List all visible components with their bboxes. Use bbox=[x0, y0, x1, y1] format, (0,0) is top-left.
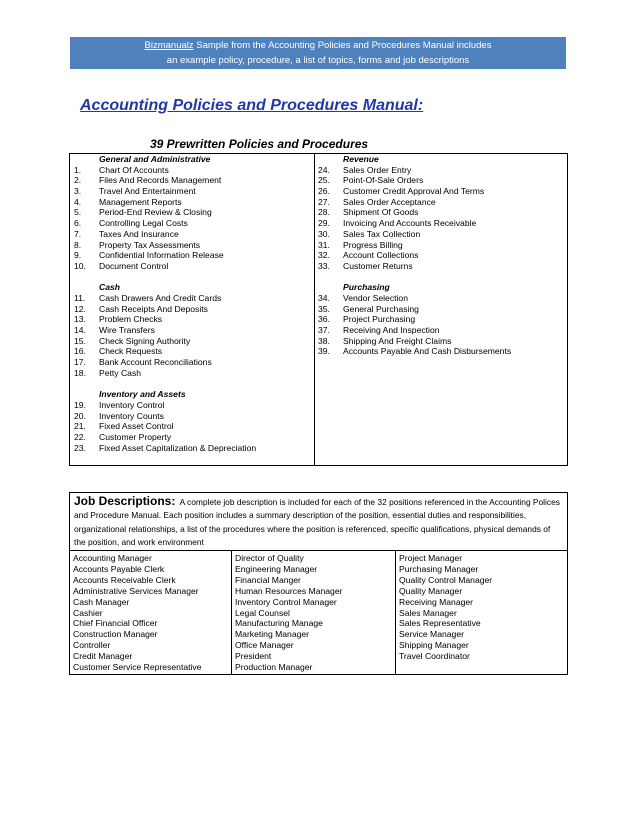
job-position: Sales Representative bbox=[399, 618, 481, 629]
policy-number: 39. bbox=[318, 346, 330, 357]
policy-name: Shipping And Freight Claims bbox=[343, 335, 452, 346]
job-position: Marketing Manager bbox=[235, 629, 310, 640]
policy-number: 21. bbox=[74, 421, 86, 432]
policy-number: 11. bbox=[74, 292, 86, 303]
policy-name: Cash Drawers And Credit Cards bbox=[99, 292, 222, 303]
policy-item bbox=[318, 218, 564, 229]
policy-item bbox=[74, 250, 310, 261]
policy-name: Problem Checks bbox=[99, 314, 163, 325]
policy-item bbox=[74, 336, 310, 347]
policy-item bbox=[74, 368, 310, 379]
job-position: Sales Manager bbox=[399, 607, 457, 618]
policy-name: Management Reports bbox=[99, 196, 182, 207]
policy-table bbox=[69, 153, 568, 466]
job-position: Financial Manger bbox=[235, 574, 301, 585]
job-position: Chief Financial Officer bbox=[73, 618, 158, 629]
job-position: Quality Control Manager bbox=[399, 574, 493, 585]
policy-section-heading: General and Administrative bbox=[99, 154, 211, 164]
policy-name: Sales Tax Collection bbox=[343, 228, 421, 239]
job-position: Inventory Control Manager bbox=[235, 596, 337, 607]
policy-name: Accounts Payable And Cash Disbursements bbox=[343, 346, 512, 357]
policy-name: Customer Returns bbox=[343, 260, 413, 271]
policy-number: 34. bbox=[318, 292, 330, 303]
job-position: Production Manager bbox=[235, 662, 313, 673]
job-column-3 bbox=[396, 551, 567, 674]
policy-name: Bank Account Reconciliations bbox=[99, 357, 212, 368]
policy-name: Fixed Asset Control bbox=[99, 421, 174, 432]
policy-number: 6. bbox=[74, 218, 82, 229]
job-column-2 bbox=[232, 551, 396, 674]
job-position: Cashier bbox=[73, 607, 103, 618]
policy-item bbox=[318, 304, 564, 315]
policy-name: Check Requests bbox=[99, 346, 163, 357]
policy-item bbox=[74, 229, 310, 240]
job-position: Manufacturing Manage bbox=[235, 618, 323, 629]
job-positions-grid bbox=[70, 550, 567, 674]
policy-item bbox=[74, 346, 310, 357]
policy-number: 24. bbox=[318, 164, 330, 175]
policy-item bbox=[74, 186, 310, 197]
job-position: Accounts Receivable Clerk bbox=[73, 574, 176, 585]
policy-number: 23. bbox=[74, 442, 86, 453]
policy-number: 37. bbox=[318, 325, 330, 335]
job-position: Project Manager bbox=[399, 553, 463, 563]
job-position: Cash Manager bbox=[73, 596, 130, 607]
policy-number: 16. bbox=[74, 346, 86, 357]
policy-item bbox=[74, 432, 310, 443]
policy-name: Customer Property bbox=[99, 431, 172, 442]
policy-name: Check Signing Authority bbox=[99, 335, 191, 346]
policy-name: Taxes And Insurance bbox=[99, 228, 179, 239]
policy-name: Confidential Information Release bbox=[99, 250, 224, 261]
policy-name: Travel And Entertainment bbox=[99, 186, 196, 197]
section-gap bbox=[74, 378, 310, 389]
policy-number: 14. bbox=[74, 325, 86, 335]
job-position: Administrative Services Manager bbox=[73, 585, 199, 596]
policy-item bbox=[74, 325, 310, 336]
job-position: Accounts Payable Clerk bbox=[73, 563, 165, 574]
policy-name: Sales Order Acceptance bbox=[343, 196, 436, 207]
policy-name: Shipment Of Goods bbox=[343, 207, 419, 218]
policy-name: Point-Of-Sale Orders bbox=[343, 175, 424, 186]
policy-item bbox=[318, 346, 564, 357]
job-position: Legal Counsel bbox=[235, 607, 290, 618]
job-position: Credit Manager bbox=[73, 651, 133, 662]
policy-number: 1. bbox=[74, 164, 82, 175]
policy-item bbox=[74, 357, 310, 368]
policy-number: 8. bbox=[74, 239, 82, 250]
policy-name: Files And Records Management bbox=[99, 175, 222, 186]
policy-section-heading: Revenue bbox=[343, 154, 379, 164]
policy-number: 25. bbox=[318, 175, 330, 186]
policy-name: Progress Billing bbox=[343, 239, 403, 250]
policy-number: 36. bbox=[318, 314, 330, 325]
policy-section-heading: Inventory and Assets bbox=[99, 389, 186, 400]
policy-number: 7. bbox=[74, 228, 82, 239]
bizmanualz-link[interactable]: Bizmanualz bbox=[144, 40, 194, 51]
policy-item bbox=[74, 411, 310, 422]
policy-name: Vendor Selection bbox=[343, 292, 408, 303]
policy-name: Controlling Legal Costs bbox=[99, 218, 188, 229]
policy-item bbox=[318, 293, 564, 304]
policy-number: 20. bbox=[74, 410, 86, 421]
policy-item bbox=[318, 186, 564, 197]
policy-name: Inventory Counts bbox=[99, 410, 164, 421]
policy-number: 29. bbox=[318, 218, 330, 229]
policy-item bbox=[74, 175, 310, 186]
policy-number: 30. bbox=[318, 228, 330, 239]
policy-number: 35. bbox=[318, 303, 330, 314]
policy-item bbox=[74, 314, 310, 325]
job-position: Service Manager bbox=[399, 629, 464, 640]
job-descriptions-table bbox=[69, 492, 568, 675]
policy-name: Chart Of Accounts bbox=[99, 164, 169, 175]
job-position: Shipping Manager bbox=[399, 640, 469, 651]
job-position: Engineering Manager bbox=[235, 563, 318, 574]
policy-number: 38. bbox=[318, 335, 330, 346]
policy-item bbox=[74, 443, 310, 454]
job-position: Director of Quality bbox=[235, 553, 304, 563]
policy-item bbox=[318, 240, 564, 251]
policy-item bbox=[318, 336, 564, 347]
policy-item bbox=[74, 218, 310, 229]
job-position: Purchasing Manager bbox=[399, 563, 479, 574]
policy-name: Customer Credit Approval And Terms bbox=[343, 186, 485, 197]
job-descriptions-intro bbox=[70, 493, 567, 548]
policy-item bbox=[74, 304, 310, 315]
policy-item bbox=[74, 207, 310, 218]
policy-item bbox=[74, 400, 310, 411]
job-position: President bbox=[235, 651, 272, 662]
policy-item bbox=[74, 293, 310, 304]
policy-name: Cash Receipts And Deposits bbox=[99, 303, 208, 314]
policy-name: Document Control bbox=[99, 260, 169, 271]
policy-number: 10. bbox=[74, 260, 86, 271]
policy-number: 3. bbox=[74, 186, 82, 197]
policy-number: 12. bbox=[74, 303, 86, 314]
policy-item bbox=[318, 165, 564, 176]
policy-name: Period-End Review & Closing bbox=[99, 207, 212, 218]
section-gap bbox=[74, 272, 310, 283]
policy-number: 19. bbox=[74, 399, 86, 410]
policy-section-heading: Purchasing bbox=[343, 282, 390, 293]
policy-number: 28. bbox=[318, 207, 330, 218]
job-descriptions-title: Job Descriptions: bbox=[74, 494, 176, 508]
job-position: Construction Manager bbox=[73, 629, 158, 640]
policy-item bbox=[74, 240, 310, 251]
policy-name: Project Purchasing bbox=[343, 314, 416, 325]
policy-item bbox=[74, 421, 310, 432]
policy-name: Sales Order Entry bbox=[343, 164, 412, 175]
policy-number: 22. bbox=[74, 431, 86, 442]
policy-number: 9. bbox=[74, 250, 82, 261]
policy-item bbox=[318, 325, 564, 336]
policy-number: 32. bbox=[318, 250, 330, 261]
policy-number: 15. bbox=[74, 335, 86, 346]
policy-item bbox=[74, 165, 310, 176]
policy-number: 27. bbox=[318, 196, 330, 207]
job-position: Travel Coordinator bbox=[399, 651, 470, 662]
policy-name: General Purchasing bbox=[343, 303, 419, 314]
job-position: Quality Manager bbox=[399, 585, 463, 596]
job-position: Controller bbox=[73, 640, 111, 651]
policy-item bbox=[74, 197, 310, 208]
job-descriptions-text: A complete job description is included for each of the 32 positions referenced in the Accounting Polices and Procedure Manual. Each position includes a summary description of the position, essential duties and responsibilities, organizational relationships, a list of the procedures where the position is referenced, specific qualifications, physical demands of the position, and work environment bbox=[74, 497, 560, 548]
job-position: Accounting Manager bbox=[73, 553, 152, 563]
policy-item bbox=[318, 197, 564, 208]
policy-column-left bbox=[74, 154, 310, 453]
manual-title: Accounting Policies and Procedures Manual: bbox=[80, 97, 424, 114]
policy-number: 13. bbox=[74, 314, 86, 325]
policy-number: 4. bbox=[74, 196, 82, 207]
policy-number: 5. bbox=[74, 207, 82, 218]
job-column-1 bbox=[70, 551, 232, 674]
policy-name: Fixed Asset Capitalization & Depreciation bbox=[99, 442, 257, 453]
policy-name: Invoicing And Accounts Receivable bbox=[343, 218, 477, 229]
policy-number: 33. bbox=[318, 260, 330, 271]
column-divider bbox=[314, 154, 315, 465]
policy-number: 26. bbox=[318, 186, 330, 197]
policy-number: 31. bbox=[318, 239, 330, 250]
policy-name: Account Collections bbox=[343, 250, 419, 261]
policy-number: 2. bbox=[74, 175, 82, 186]
policy-number: 17. bbox=[74, 357, 86, 368]
policy-name: Wire Transfers bbox=[99, 325, 155, 335]
policy-item bbox=[318, 314, 564, 325]
policy-item bbox=[318, 175, 564, 186]
job-position: Human Resources Manager bbox=[235, 585, 343, 596]
banner-text-1: Sample from the Accounting Policies and Procedures Manual includes bbox=[196, 40, 492, 51]
policy-item bbox=[318, 207, 564, 218]
policy-item bbox=[318, 250, 564, 261]
policy-name: Petty Cash bbox=[99, 367, 142, 378]
job-position: Receiving Manager bbox=[399, 596, 474, 607]
policy-name: Receiving And Inspection bbox=[343, 325, 440, 335]
job-position: Office Manager bbox=[235, 640, 294, 651]
banner-line-2: an example policy, procedure, a list of topics, forms and job descriptions bbox=[166, 55, 470, 66]
policy-item bbox=[318, 261, 564, 272]
policies-subtitle: 39 Prewritten Policies and Procedures bbox=[150, 137, 369, 151]
policy-column-right bbox=[318, 154, 564, 357]
policy-section-heading: Cash bbox=[99, 282, 121, 293]
job-position: Customer Service Representative bbox=[73, 662, 202, 673]
policy-item bbox=[318, 229, 564, 240]
policy-name: Inventory Control bbox=[99, 399, 165, 410]
banner-line-1 bbox=[70, 38, 566, 53]
section-gap bbox=[318, 272, 564, 283]
policy-number: 18. bbox=[74, 367, 86, 378]
policy-item bbox=[74, 261, 310, 272]
policy-name: Property Tax Assessments bbox=[99, 239, 201, 250]
sample-banner bbox=[70, 37, 566, 69]
